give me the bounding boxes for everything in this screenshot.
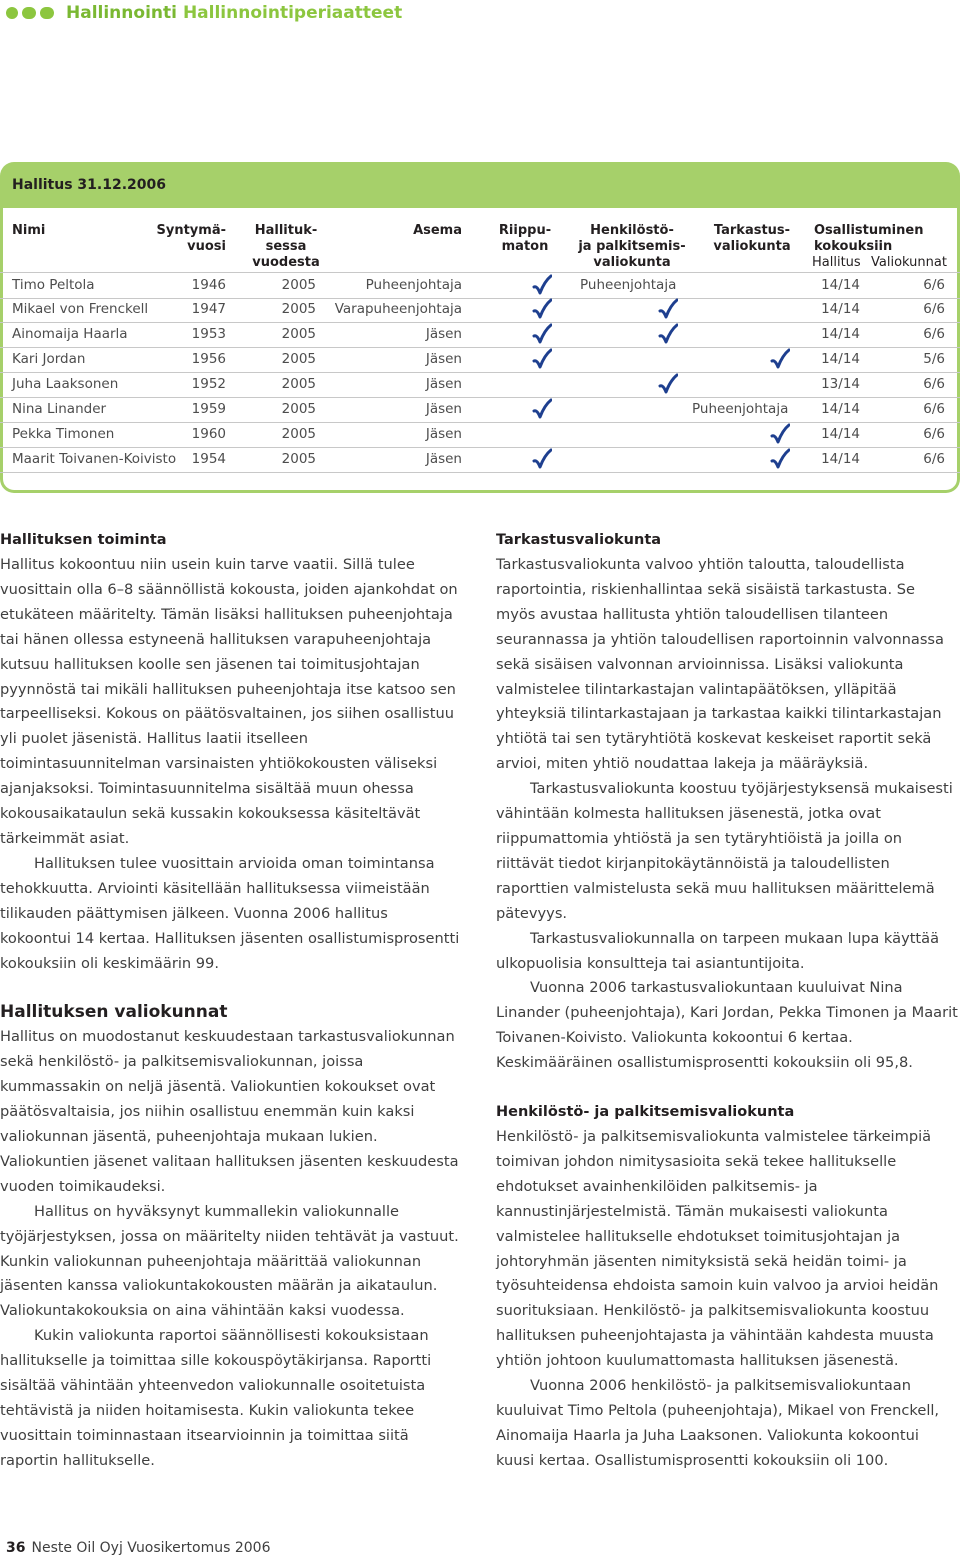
cell-name: Mikael von Frenckell <box>12 301 149 317</box>
paragraph: Tarkastusvaliokunta valvoo yhtiön taloutta, taloudellista raportointia, riskienhallintaa sekä sisäistä tarkastusta. Se myös avustaa hallitusta yhtiön taloudellisen tilanteen seurannassa ja yhtiön taloudellisen raportoinnin valvonnassa sekä sisäisen valvonnan arvioinnissa. Lisäksi valiokunta valmistelee tilintarkastajan valintapäätöksen, ylläpitää yhteyksiä tilintarkastajaan ja tarkastaa kaikki tilintarkastajan yhtiötä tai sen tytäryhtiötä koskevat keskeiset raportit sekä arvioi, miten yhtiö noudattaa lakeja ja määräyksiä. <box>496 556 944 773</box>
paragraph: Henkilöstö- ja palkitsemisvaliokunta valmistelee tärkeimpiä toimivan johdon nimitysasioita sekä tekee hallitukselle ehdotukset avainhenkilöiden palkitsemis- ja kannustinjärjestelmistä. Tämän mukaisesti valiokunta valmistelee hallitukselle ehdotukset toimitusjohtajan ja johtoryhmän jäsenten nimityksistä sekä heidän toimi- ja työsuhteidensa ehdoista samoin kuin valvoo ja arvioi heidän suorituksiaan. Henkilöstö- ja palkitsemisvaliokunta koostuu hallituksen puheenjohtajasta ja vähintään kahdesta muusta yhtiön johtoon kuulumattomasta hallituksen jäsenestä. <box>496 1128 939 1370</box>
cell-name: Maarit Toivanen-Koivisto <box>12 451 177 467</box>
cell-birth: 1956 <box>191 351 226 367</box>
cell-name: Juha Laaksonen <box>12 376 119 392</box>
paragraph: Vuonna 2006 henkilöstö- ja palkitsemisvaliokuntaan kuuluivat Timo Peltola (puheenjohtaja), Mikael von Frenckell, Ainomaija Haarla ja Juha Laaksonen. Valiokunta kokoontui kuusi kertaa. Osallistumisprosentti kokouksiin oli 100. <box>496 1377 940 1469</box>
header-dots-logo <box>6 7 54 19</box>
header-independent: Riippu- maton <box>498 223 552 254</box>
independent-check-icon <box>532 298 552 320</box>
cell-birth: 1954 <box>191 451 226 467</box>
audit-committee-check-icon <box>770 423 790 445</box>
cell-position: Varapuheenjohtaja <box>334 301 462 317</box>
cell-committee: 6/6 <box>923 451 945 467</box>
cell-name: Kari Jordan <box>12 351 86 367</box>
cell-committee: 6/6 <box>923 376 945 392</box>
independent-check-icon <box>532 323 552 345</box>
cell-since: 2005 <box>281 277 316 293</box>
cell-position: Jäsen <box>425 426 462 442</box>
audit-committee-check-icon <box>770 448 790 470</box>
table-row <box>0 397 960 423</box>
paragraph: Tarkastusvaliokunta koostuu työjärjestyksensä mukaisesti vähintään kolmesta hallituksen jäsenestä, jotka ovat riippumattomia yhtiöstä ja sen tytäryhtiöistä ja joilla on riittävät tiedot kirjanpitokäytännöistä ja taloudellisten raporttien valmistelusta sekä muu hallituksen määrittelemä pätevyys. <box>496 780 953 922</box>
independent-check-icon <box>532 398 552 420</box>
cell-since: 2005 <box>281 351 316 367</box>
cell-board: 14/14 <box>821 301 860 317</box>
cell-birth: 1959 <box>191 401 226 417</box>
publication-name: Neste Oil Oyj Vuosikertomus 2006 <box>31 1540 271 1556</box>
cell-position: Puheenjohtaja <box>365 277 462 293</box>
cell-position: Jäsen <box>425 401 462 417</box>
cell-hr-role: Puheenjohtaja <box>580 277 677 293</box>
audit-committee-check-icon <box>770 348 790 370</box>
table-row <box>0 322 960 348</box>
cell-position: Jäsen <box>425 326 462 342</box>
board-table-panel <box>0 162 960 490</box>
cell-since: 2005 <box>281 401 316 417</box>
cell-since: 2005 <box>281 326 316 342</box>
paragraph: Hallitus on hyväksynyt kummallekin valiokunnalle työjärjestyksen, jossa on määritelty niiden tehtävät ja vastuut. Kunkin valiokunnan puheenjohtaja määrittää valiokunnan jäsenten kanssa valiokuntakokousten määrän ja aikataulun. Valiokuntakokouksia on aina vähintään kaksi vuodessa. <box>0 1202 459 1320</box>
cell-since: 2005 <box>281 301 316 317</box>
header-name: Nimi <box>12 223 46 238</box>
cell-committee: 6/6 <box>923 326 945 342</box>
table-row <box>0 447 960 473</box>
cell-position: Jäsen <box>425 376 462 392</box>
cell-since: 2005 <box>281 451 316 467</box>
cell-position: Jäsen <box>425 451 462 467</box>
cell-board: 14/14 <box>821 426 860 442</box>
right-column <box>496 528 958 1474</box>
header-title <box>66 3 402 23</box>
header-position: Asema <box>413 223 462 238</box>
cell-audit-role: Puheenjohtaja <box>692 401 789 417</box>
cell-birth: 1960 <box>191 426 226 442</box>
table-row <box>0 347 960 373</box>
page-footer <box>6 1540 270 1556</box>
section-title-audit-committee: Tarkastusvaliokunta <box>496 532 662 548</box>
cell-board: 14/14 <box>821 351 860 367</box>
cell-since: 2005 <box>281 376 316 392</box>
cell-committee: 6/6 <box>923 426 945 442</box>
paragraph: Hallitus kokoontuu niin usein kuin tarve vaatii. Sillä tulee vuosittain olla 6–8 säännöllistä kokousta, joiden ajankohdat on etukäteen määritelty. Tämän lisäksi hallituksen puheenjohtaja tai hänen ollessa estyneenä hallituksen varapuheenjohtaja kutsuu hallituksen koolle sen jäsenen tai toimitusjohtajan pyynnöstä tai mikäli hallituksen puheenjohtaja itse katsoo sen tarpeelliseksi. Kokous on päätösvaltainen, jos siihen osallistuu yli puolet jäsenistä. Hallitus laatii itselleen toimintasuunnitelman varsinaisten yhtiökokousten väliseksi ajanjaksoksi. Toimintasuunnitelma sisältää muun ohessa kokousaikataulun sekä kussakin kokouksessa käsiteltävät tärkeimmät asiat. <box>0 556 458 847</box>
paragraph: Hallituksen tulee vuosittain arvioida oman toimintansa tehokkuutta. Arviointi käsitellään hallituksessa viimeistään tilikauden päättymisen jälkeen. Vuonna 2006 hallitus kokoontui 14 kertaa. Hallituksen jäsenten osallistumisprosentti kokouksiin oli keskimäärin 99. <box>0 854 460 972</box>
left-column <box>0 528 462 1474</box>
paragraph: Hallitus on muodostanut keskuudestaan tarkastusvaliokunnan sekä henkilöstö- ja palkitsemisvaliokunnan, joissa kummassakin on neljä jäsentä. Valiokuntien kokoukset ovat päätösvaltaisia, jos niihin osallistuu enemmän kuin kaksi valiokunnan jäsentä, puheenjohtaja mukaan lukien. Valiokuntien jäsenet valitaan hallituksen jäsenten keskuudesta vuoden toimikaudeksi. <box>0 1028 459 1195</box>
table-row <box>0 422 960 448</box>
header-birth-year: Syntymä- vuosi <box>156 223 226 254</box>
header-section: Hallinnointi <box>66 3 177 23</box>
paragraph: Kukin valiokunta raportoi säännöllisesti kokouksistaan hallitukselle ja toimittaa sille kokouspöytäkirjansa. Raportti sisältää vähintään yhteenvedon valiokunnalle osoitetuista tehtävistä ja niiden hoitamisesta. Kukin valiokunta tekee vuosittain toiminnastaan itsearvioinnin ja toimittaa siitä raportin hallitukselle. <box>0 1327 432 1469</box>
paragraph: Vuonna 2006 tarkastusvaliokuntaan kuuluivat Nina Linander (puheenjohtaja), Kari Jordan, Pekka Timonen ja Maarit Toivanen-Koivisto. Valiokunta kokoontui 6 kertaa. Keskimääräinen osallistumisprosentti kokouksiin oli 95,8. <box>496 979 958 1072</box>
table-title: Hallitus 31.12.2006 <box>12 177 166 193</box>
table-row <box>0 297 960 323</box>
dot-icon <box>6 7 18 19</box>
header-member-since: Hallituk- sessa vuodesta <box>252 223 320 270</box>
cell-committee: 6/6 <box>923 277 945 293</box>
paragraph: Tarkastusvaliokunnalla on tarpeen mukaan lupa käyttää ulkopuolisia konsultteja tai asiantuntijoita. <box>496 929 940 972</box>
header-subsection: Hallinnointiperiaatteet <box>182 3 403 23</box>
section-title-board-committees: Hallituksen valiokunnat <box>0 1002 228 1023</box>
section-title-hr-committee: Henkilöstö- ja palkitsemisvaliokunta <box>496 1104 795 1121</box>
page-header <box>6 0 402 26</box>
panel-top-bar <box>0 162 960 208</box>
hr-committee-check-icon <box>658 298 678 320</box>
independent-check-icon <box>532 274 552 296</box>
independent-check-icon <box>532 348 552 370</box>
header-audit-committee: Tarkastus- valiokunta <box>713 223 791 254</box>
cell-birth: 1953 <box>191 326 226 342</box>
header-attendance-board: Hallitus <box>812 255 861 270</box>
header-attendance-committees: Valiokunnat <box>871 255 947 270</box>
cell-name: Nina Linander <box>12 401 107 417</box>
cell-committee: 6/6 <box>923 401 945 417</box>
cell-position: Jäsen <box>425 351 462 367</box>
hr-committee-check-icon <box>658 323 678 345</box>
cell-board: 14/14 <box>821 451 860 467</box>
cell-name: Ainomaija Haarla <box>12 326 128 342</box>
section-title-board-operations: Hallituksen toiminta <box>0 532 167 548</box>
cell-birth: 1952 <box>191 376 226 392</box>
table-row <box>0 272 960 299</box>
cell-board: 14/14 <box>821 326 860 342</box>
cell-committee: 6/6 <box>923 301 945 317</box>
hr-committee-check-icon <box>658 373 678 395</box>
cell-board: 14/14 <box>821 401 860 417</box>
dot-icon <box>40 7 54 19</box>
cell-committee: 5/6 <box>923 351 945 367</box>
dot-icon <box>22 7 36 19</box>
cell-board: 14/14 <box>821 277 860 293</box>
header-hr-committee: Henkilöstö- ja palkitsemis- valiokunta <box>578 223 686 270</box>
independent-check-icon <box>532 448 552 470</box>
cell-name: Timo Peltola <box>12 277 95 293</box>
cell-since: 2005 <box>281 426 316 442</box>
header-attendance: Osallistuminen kokouksiin <box>814 223 924 254</box>
page-number: 36 <box>6 1540 26 1556</box>
cell-birth: 1946 <box>191 277 226 293</box>
cell-board: 13/14 <box>821 376 860 392</box>
table-row <box>0 372 960 398</box>
cell-birth: 1947 <box>191 301 226 317</box>
cell-name: Pekka Timonen <box>12 426 115 442</box>
